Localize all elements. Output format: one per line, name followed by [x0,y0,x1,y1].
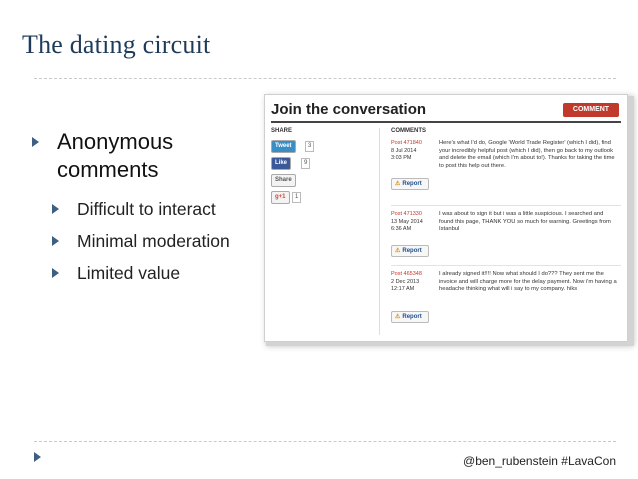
post-date: 8 Jul 2014 [391,147,417,154]
slide-title: The dating circuit [22,30,211,59]
post-text: I was about to sign it but i was a little suspicious. I searched and found this page, THANK YOU so much for warning. Greetings from Istanbul [439,211,611,233]
warning-icon: ⚠ [395,314,401,320]
bullet-arrow-icon [32,137,39,147]
post-id: Post 471330 [391,211,422,217]
post-text: I already signed it!!!! Now what should I do??? They sent me the invoice and will charge more for the delay payment. Now i'm having a headache thinking what will i say to my company. hiks [439,271,617,293]
bottom-divider [34,441,616,442]
comment-button[interactable]: COMMENT [563,103,619,117]
post-id: Post 465348 [391,271,422,277]
warning-icon: ⚠ [395,181,401,187]
share-label: SHARE [271,128,293,134]
like-count: 9 [301,158,310,169]
comments-screenshot [264,94,628,342]
warning-icon: ⚠ [395,248,401,254]
sub-bullet [32,230,272,252]
post-id: Post 471840 [391,140,422,146]
sub-bullet [32,198,272,220]
comments-label: COMMENTS [391,128,426,134]
post-text: Here's what I'd do, Google 'World Trade Register' (which I did), find your incredibly helpful post (which I did), then go back to my outlook and delete the email (which I'm about to!). Thanks for taking the time to post this help out there. [439,140,615,169]
tweet-button[interactable]: Tweet [271,140,296,153]
post-meta [391,140,433,163]
post-meta [391,211,433,234]
report-label: Report [402,314,422,320]
comment-post [391,271,621,331]
post-date: 2 Dec 2013 [391,278,420,285]
header-rule [271,121,621,123]
like-button[interactable]: Like [271,157,291,170]
sub-bullet-text: Minimal moderation [77,231,230,251]
screenshot-header: Join the conversation [271,101,427,118]
post-date: 13 May 2014 [391,218,423,225]
column-divider [379,128,380,335]
bullet-main-text: Anonymous comments [57,129,174,182]
post-separator [391,205,621,206]
share-button[interactable]: Share [271,174,296,187]
post-time: 12:17 AM [391,286,415,292]
report-label: Report [402,248,422,254]
post-time: 6:36 AM [391,226,412,232]
bullet-main [32,128,272,184]
footer-handle: @ben_rubenstein #LavaCon [463,454,616,468]
gplus-button[interactable]: g+1 [271,191,290,204]
report-label: Report [402,181,422,187]
sub-bullet [32,262,272,284]
post-separator [391,265,621,266]
tweet-count: 3 [305,141,314,152]
gplus-count: 1 [292,192,301,203]
bullet-arrow-icon [52,204,59,214]
report-button[interactable] [391,311,429,323]
bullet-list [32,128,272,284]
bullet-arrow-icon [52,268,59,278]
report-button[interactable] [391,245,429,257]
post-time: 3:03 PM [391,155,412,161]
post-meta [391,271,433,294]
sub-bullet-text: Difficult to interact [77,199,216,219]
comment-post [391,140,621,200]
bullet-arrow-icon [52,236,59,246]
footer-arrow-icon [34,452,41,462]
comment-post [391,211,621,261]
sub-bullet-text: Limited value [77,263,181,283]
report-button[interactable] [391,178,429,190]
top-divider [34,78,616,79]
